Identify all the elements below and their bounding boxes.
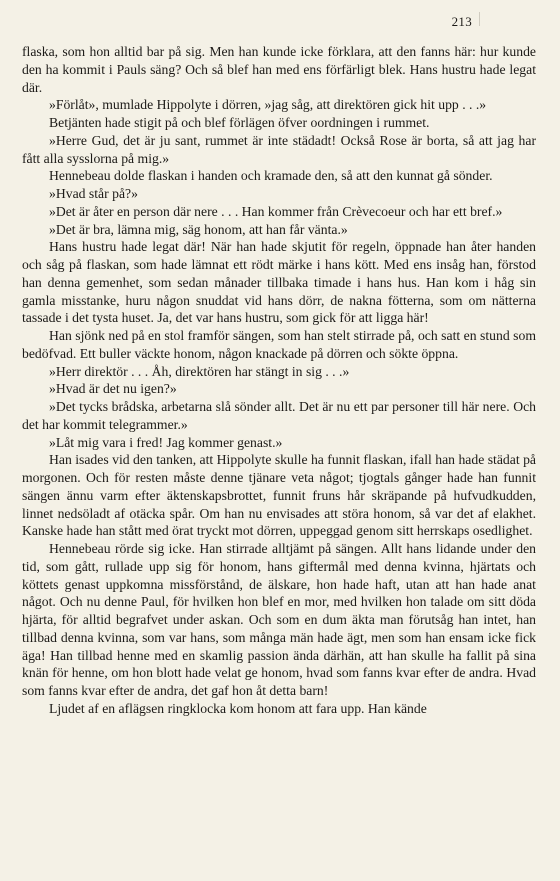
paragraph: Hans hustru hade legat där! När han hade skjutit för regeln, öppnade han åter handen och såg på flaskan, som hade lämnat ett rödt märke i hans kött. Med ens insåg han, förstod han denna gemenhet, som sedan månader tillbaka timade i hans hus. Han kom i håg sin gamla misstanke, huru någon snuddat vid hans dörr, de nakna fötterna, som om nätterna tassade i det tysta huset. Ja, det var hans hustru, som gick för att ligga här! (22, 239, 536, 326)
paragraph: »Det är bra, lämna mig, säg honom, att han får vänta.» (49, 221, 348, 237)
paragraph: Hennebeau rörde sig icke. Han stirrade alltjämt på sängen. Allt hans lidande under den tid, som gått, rullade upp sig för honom, hans giftermål med denna kvinna, hjärtats och köttets genast uppkomna missförstånd, de älskare, hon hade haft, utan att han hade anat något. Och nu denne Paul, för hvilken hon blef en mor, med hvilken hon talade om sitt döda hjärta, för alltid begrafvet under askan. Och som en dum äkta man förutsåg han intet, han tillbad denna kvinna, som var hans, som många män hade ägt, men som han ensam icke fick äga! Han tillbad henne med en skamlig passion ända därhän, att han skulle ha fallit på sina knän för henne, om hon blott hade velat ge honom, hvad som fanns kvar efter de andra. Hvad som fanns kvar efter de andra, det gaf hon åt detta barn! (22, 541, 536, 698)
paragraph: Betjänten hade stigit på och blef förlägen öfver oordningen i rummet. (49, 115, 430, 130)
paragraph: »Herr direktör . . . Åh, direktören har stängt in sig . . .» (49, 363, 350, 379)
paragraph: Hennebeau dolde flaskan i handen och kramade den, så att den kunnat gå sönder. (49, 168, 493, 184)
body-text (22, 43, 536, 718)
paragraph: »Herre Gud, det är ju sant, rummet är inte städadt! Också Rose är borta, så att jag har fått alla sysslorna på mig.» (22, 132, 536, 166)
paragraph: »Det tycks brådska, arbetarna slå sönder allt. Det är nu ett par personer till här nere. Och det har kommit telegrammer.» (22, 399, 536, 432)
paragraph: Han isades vid den tanken, att Hippolyte skulle ha funnit flaskan, ifall han hade städat på morgonen. Och för resten måste denne tjänare veta något; tjogtals gånger hade han funnit sängen ännu varm efter äktenskapsbrottet, funnit fruns hår skräpande på hufvudkudden, linnet nedsöladt af otäcka spår. Om han nu envisades att störa honom, så var det af elakhet. Kanske hade han stått med örat tryckt mot dörren, uppeggad genom sitt herrskaps osedlighet. (22, 452, 536, 539)
paragraph: »Förlåt», mumlade Hippolyte i dörren, »jag såg, att direktören gick hit upp . . .» (49, 97, 487, 113)
page-number: 213 (451, 14, 472, 29)
paragraph: flaska, som hon alltid bar på sig. Men han kunde icke förklara, att den fanns här: hur kunde den ha kommit i Pauls säng? Och så blef han med ens förfärligt blek. Hans hustru hade legat där. (22, 44, 536, 95)
paragraph: »Låt mig vara i fred! Jag kommer genast.» (49, 434, 283, 450)
paragraph: Ljudet af en aflägsen ringklocka kom honom att fara upp. Han kände (49, 700, 427, 716)
page-edge-mark (479, 12, 480, 26)
paragraph: »Hvad är det nu igen?» (49, 381, 177, 397)
paragraph: »Hvad står på?» (49, 186, 138, 201)
paragraph: »Det är åter en person där nere . . . Han kommer från Crèvecoeur och har ett bref.» (49, 203, 503, 219)
paragraph: Han sjönk ned på en stol framför sängen, som han stelt stirrade på, och satt en stund som bedöfvad. Ett buller väckte honom, någon knackade på dörren och sökte öppna. (22, 328, 536, 361)
